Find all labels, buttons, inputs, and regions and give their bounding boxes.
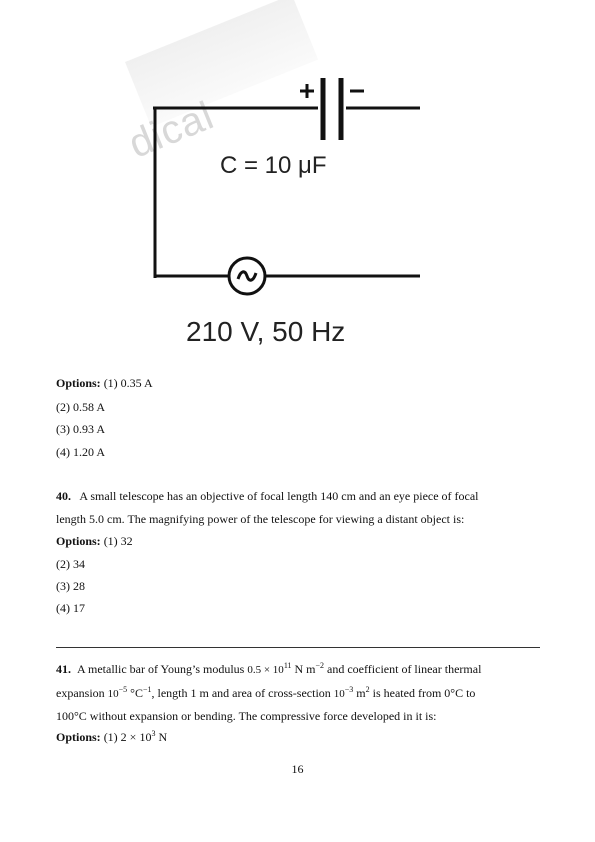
- q40-option-3: (3) 28: [56, 579, 85, 593]
- circuit-diagram: [120, 50, 420, 360]
- q39-option-1: [56, 376, 540, 390]
- options-label: Options:: [56, 730, 101, 744]
- question-text: A small telescope has an objective of focal length 140 cm and an eye piece of focal: [79, 489, 479, 503]
- circuit-figure: [120, 50, 420, 360]
- section-divider: [56, 647, 540, 648]
- q40-option-4: (4) 17: [56, 601, 85, 615]
- q41-option-1: Options: (1) $2 \times 10^3$ N: [56, 729, 168, 744]
- option-text: (1) 0.35 A: [103, 376, 153, 390]
- page-number: 16: [291, 762, 304, 776]
- option-text: (1) 32: [103, 534, 133, 548]
- q41-line-3: 100°C without expansion or bending. The compressive force developed in it is:: [56, 709, 437, 723]
- source-label: 210 V, 50 Hz: [186, 316, 346, 347]
- q40-line-1: [56, 489, 540, 503]
- q39-option-2: (2) 0.58 A: [56, 400, 105, 414]
- q41-line-2: expansion $10^{-5}$ $^\circ C^{-1}$, length 1 m and area of cross-section $10^{-3}$ $m^2$ is heated from 0°C to: [56, 685, 476, 700]
- q41-line-1: 41. A metallic bar of Young’s modulus $0.5 \times 10^{11}$ N $m^{-2}$ and coefficient of linear thermal: [56, 661, 482, 676]
- q40-option-1: [56, 534, 540, 548]
- question-number: 41.: [56, 662, 71, 676]
- q40-option-2: (2) 34: [56, 557, 85, 571]
- q39-option-3: (3) 0.93 A: [56, 422, 105, 436]
- watermark-text: dical: [122, 93, 221, 167]
- options-label: Options:: [56, 376, 101, 390]
- q39-option-4: (4) 1.20 A: [56, 445, 105, 459]
- question-number: 40.: [56, 489, 71, 503]
- q40-line-2: length 5.0 cm. The magnifying power of the telescope for viewing a distant object is:: [56, 512, 465, 526]
- options-label: Options:: [56, 534, 101, 548]
- capacitor-label: C = 10 μF: [220, 152, 327, 179]
